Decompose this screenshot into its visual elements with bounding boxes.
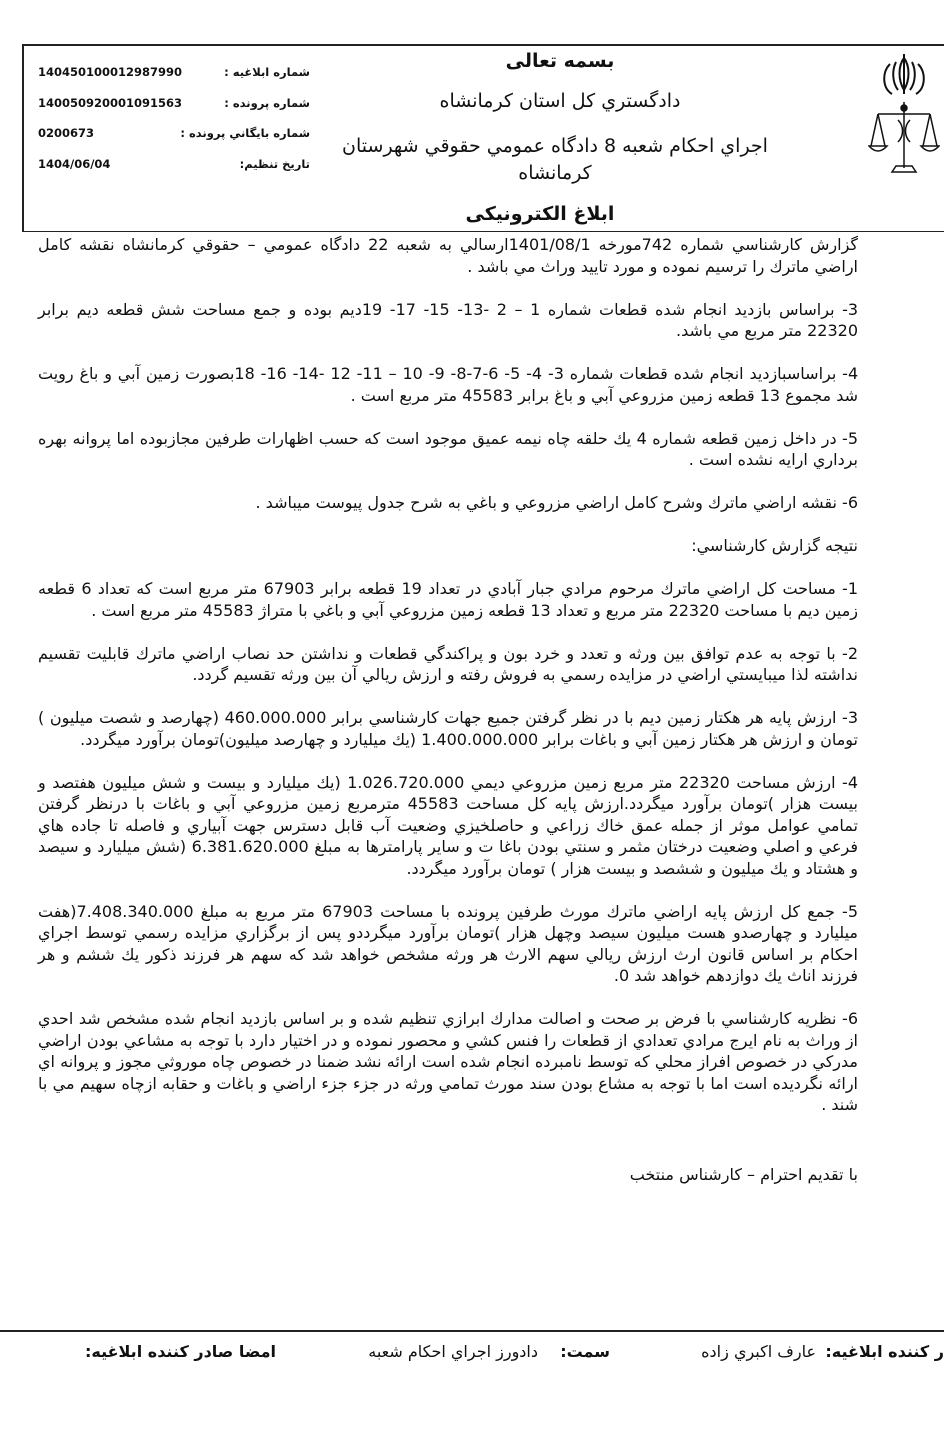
report-body — [38, 234, 858, 1207]
header-left-border — [22, 44, 24, 232]
notice-number-value: 140450100012987990 — [38, 65, 183, 79]
position-value: دادورز اجراي احكام شعبه — [368, 1342, 538, 1361]
bismillah-heading: بسمه تعالی — [505, 50, 615, 72]
date-label: تاريخ تنظيم: — [239, 157, 310, 171]
iran-emblem-icon — [868, 50, 940, 180]
conclusion-heading: نتيجه گزارش كارشناسي: — [691, 536, 858, 555]
conclusion-item-4: 4- ارزش مساحت 22320 متر مربع زمين مزروعي ديمي 1.026.720.000 (يك ميليارد و بيست و شش ميليون هفتصد و بيست هزار )تومان برآورد ميگردد.ارزش پايه كل مساحت 45583 مترمربع زمين مزروعي آبي و باغات با درنظر گرفتن تمامي عوامل موثر از جمله عمق خاك زراعي و حاصلخيزي وضعيت آب قابل دسترس جهت آبياري و فاصله تا جاده هاي فرعي و اصلي وضعيت درختان مثمر و سنتي بودن باغا ت و ساير پارامترها به مبلغ 6.381.620.000 (شش ميليارد و سيصد و هشتاد و يك ميليون و ششصد و بيست هزار ) تومان برآورد ميگردد. — [38, 772, 859, 878]
signature-label: امضا صادر كننده ابلاغيه: — [84, 1342, 276, 1361]
paragraph-item-6: 6- نقشه اراضي ماترك وشرح كامل اراضي مزروعي و باغي به شرح جدول پيوست ميباشد . — [255, 493, 858, 512]
paragraph-item-4: 4- براساسبازديد انجام شده قطعات شماره 3- 4- 5- 6-7-8- 9- 10 – 11- 12 -14- 16- 18بصورت زمين آبي و باغ رويت شد مجموع 13 قطعه زمين مزروعي آبي و باغ برابر 45583 متر مربع است . — [38, 364, 859, 405]
archive-number-value: 0200673 — [38, 126, 95, 140]
paragraph-item-3: 3- براساس بازديد انجام شده قطعات شماره 1 – 2 -13- 15- 17- 19ديم بوده و جمع مساحت شش قطعه ديم برابر 22320 متر مربع مي باشد. — [38, 299, 859, 340]
issuer-label: ر كننده ابلاغيه: — [825, 1342, 944, 1361]
footer-border — [0, 1330, 944, 1332]
header-top-border — [22, 44, 944, 46]
page-title: ابلاغ الکترونیکی — [465, 203, 615, 225]
closing-line: با تقديم احترام – كارشناس منتخب — [629, 1164, 858, 1184]
conclusion-item-2: 2- با توجه به عدم توافق بين ورثه و تعدد و خرد بون و پراكندگي قطعات و نداشتن حد نصاب اراضي ماترك قابليت تقسيم نداشته لذا ميبايستي اراضي در مزايده رسمي به فروش رفته و ارزش ريالي آن بين ورثه تقسيم گردد. — [38, 643, 858, 684]
paragraph-item-5: 5- در داخل زمين قطعه شماره 4 يك حلقه چاه نيمه عميق موجود است كه حسب اظهارات طرفين مجازبوده اما پروانه بهره برداري ارايه نشده است . — [38, 428, 858, 469]
court-name: دادگستري كل استان كرمانشاه — [439, 90, 681, 112]
archive-number-label: شماره بايگاني پرونده : — [180, 126, 310, 140]
conclusion-item-3: 3- ارزش پايه هر هكتار زمين ديم با در نظر گرفتن جميع جهات كارشناسي برابر 460.000.000 (چهارصد و شصت ميليون ) تومان و ارزش هر هكتار زمين آبي و باغات برابر 1.400.000.000 (يك ميليارد و چهارصد ميليون)تومان برآورد ميگردد. — [38, 708, 858, 749]
conclusion-item-1: 1- مساحت كل اراضي ماترك مرحوم مرادي جبار آبادي در تعداد 19 قطعه برابر 67903 متر مربع است كه تعداد 6 قطعه زمين ديم با مساحت 22320 متر مربع و تعداد 13 قطعه زمين مزروعي آبي و باغي با متراژ 45583 متر مربع است . — [38, 579, 858, 620]
case-number-label: شماره پرونده : — [224, 96, 310, 110]
header-bottom-border — [22, 231, 944, 232]
paragraph-intro: گزارش كارشناسي شماره 742مورخه 1401/08/1ارسالي به شعبه 22 دادگاه عمومي – حقوقي كرمانشاه نقشه كامل اراضي ماترك را ترسيم نموده و مورد تاييد وراث مي باشد . — [38, 235, 859, 276]
case-number-value: 140050920001091563 — [38, 96, 183, 110]
notice-number-label: شماره ابلاغيه : — [224, 65, 310, 79]
branch-name: اجراي احكام شعبه 8 دادگاه عمومي حقوقي شهرستان كرمانشاه — [342, 135, 768, 184]
date-value: 1404/06/04 — [38, 157, 111, 171]
issuer-name: عارف اكبري زاده — [701, 1342, 816, 1361]
position-label: سمت: — [560, 1342, 610, 1361]
conclusion-item-5: 5- جمع كل ارزش پايه اراضي ماترك مورث طرفين پرونده با مساحت 67903 متر مربع به مبلغ 7.408.340.000(هفت ميليارد و چهارصدو هست ميليون سيصد وچهل هزار )تومان برآورد ميگرددو پس از برگزاري مزايده رسمي توسط اجراي احكام بر اساس قانون ارث ارزش ريالي سهم الارث هر ورثه مشخص خواهد شد كه سهم هر فرزند ذكور يك ششم و هر فرزند اناث يك دوازدهم خواهد شد 0. — [38, 901, 859, 985]
conclusion-item-6: 6- نظريه كارشناسي با فرض بر صحت و اصالت مدارك ابرازي تنظيم شده و بر اساس بازديد انجام شده مشخص شد احدي از وراث به نام ايرج مرادي تعدادي از قطعات را فنس كشي و محصور نموده و در اختيار دارد با توجه به مشاعي بودن اراضي مدركي در خصوص افراز محلي كه توسط نامبرده انجام شده است ارائه نشد ضمنا در خصوص چاه موروثي مجوز و پروانه اي ارائه نگرديده است اما با توجه به مشاع بودن سند مورث تمامي ورثه در جزء جزء اراضي و باغات و حقابه ازچاه سهيم مي با شند . — [38, 1009, 858, 1114]
